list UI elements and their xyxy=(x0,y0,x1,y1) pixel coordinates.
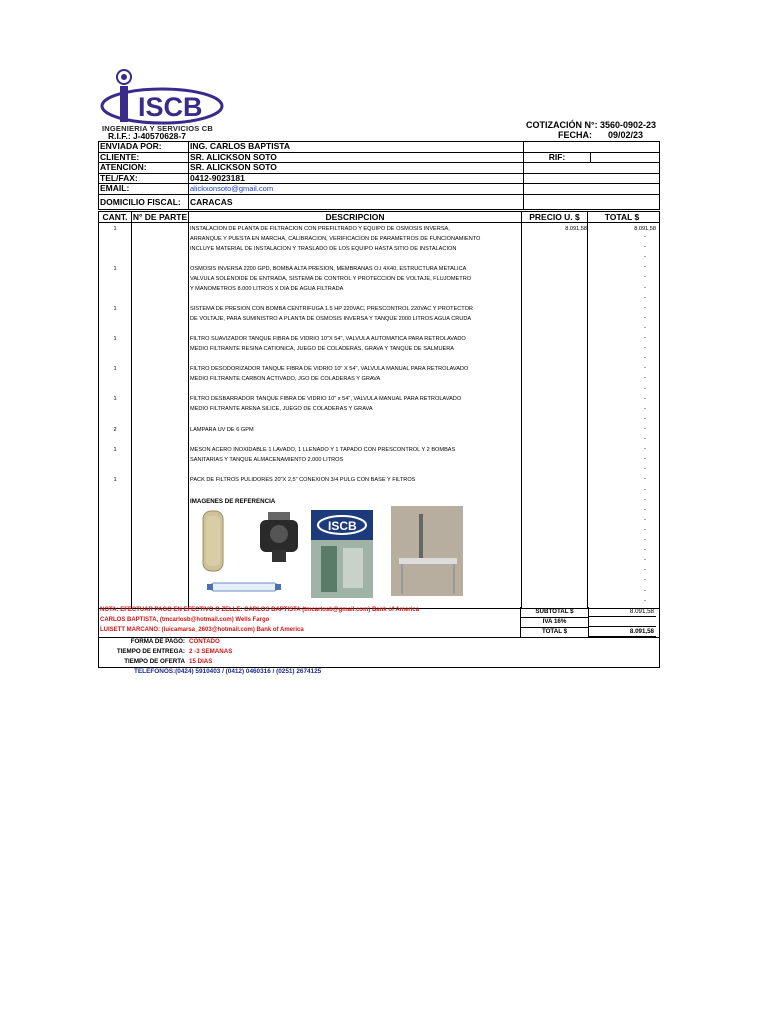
filter-cartridge-image xyxy=(207,578,281,596)
col-header-total: TOTAL $ xyxy=(604,212,640,222)
empty-total-dash: - xyxy=(644,506,646,513)
empty-total-dash: - xyxy=(644,395,646,402)
item-qty: 1 xyxy=(113,366,117,372)
item-qty: 1 xyxy=(113,477,117,483)
item-description xyxy=(190,394,525,414)
empty-total-dash: - xyxy=(644,365,646,372)
empty-total-dash: - xyxy=(644,577,646,584)
item-qty: 1 xyxy=(113,396,117,402)
client-info-table xyxy=(98,141,660,210)
empty-total-dash: - xyxy=(644,304,646,311)
delivery-time-label: TIEMPO DE ENTREGA: xyxy=(116,648,185,655)
email-row xyxy=(99,184,659,195)
empty-total-dash: - xyxy=(644,516,646,523)
item-description-line: Y MANOMETROS 8.000 LITROS X DIA DE AGUA FILTRADA xyxy=(190,286,344,293)
iva-value xyxy=(588,617,656,627)
empty-total-dash: - xyxy=(644,466,646,473)
empty-total-dash: - xyxy=(644,567,646,574)
item-qty: 1 xyxy=(113,336,117,342)
item-description xyxy=(190,364,525,384)
empty-total-dash: - xyxy=(644,284,646,291)
domicile-row xyxy=(99,195,659,210)
client-row xyxy=(99,153,659,164)
empty-total-dash: - xyxy=(644,496,646,503)
empty-total-dash: - xyxy=(644,244,646,251)
domicile-value: CARACAS xyxy=(189,195,524,209)
col-header-part: N° DE PARTE xyxy=(132,212,188,222)
empty-total-dash: - xyxy=(644,355,646,362)
empty-total-dash: - xyxy=(644,294,646,301)
payment-note-2: CARLOS BAPTISTA, (tmcarlosb@hotmail.com) Wells Fargo xyxy=(100,617,270,623)
empty-total-dash: - xyxy=(644,425,646,432)
subtotal-label: SUBTOTAL $ xyxy=(520,607,589,618)
empty-total-dash: - xyxy=(644,587,646,594)
item-description-line: MEDIO FILTRANTE CARBON ACTIVADO, JGO DE COLADERAS Y GRAVA xyxy=(190,376,381,383)
item-description-line: FILTRO DESODORIZADOR TANQUE FIBRA DE VIDRIO 10" X 54", VALVULA MANUAL PARA RETROLAVADO xyxy=(190,366,469,372)
email-link[interactable]: alickxonsoto@gmail.com xyxy=(190,184,274,194)
attention-label: ATENCION: xyxy=(99,163,189,173)
item-unit-price: 8.091,58 xyxy=(565,226,587,232)
empty-total-dash: - xyxy=(644,526,646,533)
empty-total-dash: - xyxy=(644,324,646,331)
payment-method-label: FORMA DE PAGO: xyxy=(130,638,185,645)
item-description-line: OSMOSIS INVERSA 2200 GPD, BOMBA ALTA PRESION, MEMBRANAS O.I 4X40, ESTRUCTURA METALICA xyxy=(190,266,467,272)
item-description xyxy=(190,264,525,295)
sent-by-label: ENVIADA POR: xyxy=(99,142,189,152)
totals-footer xyxy=(98,607,660,668)
empty-total-dash: - xyxy=(644,436,646,442)
rif-value xyxy=(591,153,659,163)
item-description xyxy=(190,224,525,255)
item-description xyxy=(190,425,525,435)
item-description-line: FILTRO DESBARRADOR TANQUE FIBRA DE VIDRIO 10" x 54", VALVULA MANUAL PARA RETROLAVADO xyxy=(190,396,462,402)
empty-total-dash: - xyxy=(644,597,646,604)
item-description xyxy=(190,304,525,324)
quote-date-label: FECHA: xyxy=(558,130,592,140)
item-description-line: INSTALACION DE PLANTA DE FILTRACION CON PREFILTRADO Y EQUIPO DE OSMOSIS INVERSA, xyxy=(190,226,450,232)
empty-total-dash: - xyxy=(644,234,646,240)
logo-subtitle: INGENIERIA Y SERVICIOS CB xyxy=(102,124,213,133)
empty-total-dash: - xyxy=(644,486,646,493)
empty-total-dash: - xyxy=(644,405,646,412)
item-description-line: FILTRO SUAVIZADOR TANQUE FIBRA DE VIDRIO 10"X 54", VALVULA AUTOMATICA PARA RETROLAVADO xyxy=(190,336,466,342)
client-label: CLIENTE: xyxy=(99,153,189,163)
item-qty: 2 xyxy=(113,427,117,433)
item-description-line: MEDIO FILTRANTE ARENA SILICE, JUEGO DE COLADERAS Y GRAVA xyxy=(190,406,373,413)
items-table xyxy=(98,211,660,609)
item-description-line: MESON ACERO INOXIDABLE 1 LAVADO, 1 LLENADO Y 1 TAPADO CON PRESCONTROL Y 2 BOMBAS xyxy=(190,447,456,453)
tank-image xyxy=(202,510,224,572)
col-header-price: PRECIO U. $ xyxy=(529,212,580,222)
email-label: EMAIL: xyxy=(99,184,189,194)
item-description-line: SISTEMA DE PRESION CON BOMBA CENTRIFUGA 1.5 HP 220VAC, PRESCONTROL 220VAC Y PROTECTOR xyxy=(190,306,473,312)
payment-note-1: NOTA: EFECTUAR PAGO EN EFECTIVO O ZELLE: CARLOS BAPTISTA (tmcarlosb@gmail.com) Bank of America xyxy=(100,607,420,613)
item-description-line: DE VOLTAJE, PARA SUMINISTRO A PLANTA DE OSMOSIS INVERSA Y TANQUE 2000 LITROS AGUA CRUDA xyxy=(190,316,472,323)
empty-total-dash: - xyxy=(644,557,646,564)
empty-total-dash: - xyxy=(644,274,646,281)
empty-total-dash: - xyxy=(644,547,646,554)
offer-time-value: 15 DIAS xyxy=(189,658,213,665)
empty-total-dash: - xyxy=(644,476,646,483)
item-description-line: LAMPARA UV DE 6 GPM xyxy=(190,427,254,433)
item-qty: 1 xyxy=(113,306,117,312)
item-description-line: ARRANQUE Y PUESTA EN MARCHA, CALIBRACION, VERIFICACION DE PARAMETROS DE FUNCIONAMIENTO xyxy=(190,236,481,243)
phones-line: TELEFONOS:(0424) 5910403 / (0412) 0460316 / (0251) 2674125 xyxy=(134,668,322,675)
empty-total-dash: - xyxy=(644,254,646,261)
col-header-description: DESCRIPCION xyxy=(325,212,385,222)
valve-image xyxy=(252,510,306,566)
item-description-line: VALVULA SOLENOIDE DE ENTRADA, SISTEMA DE CONTROL Y PROTECCION DE VOLTAJE, FLUJOMETRO xyxy=(190,276,472,283)
payment-method-value: CONTADO xyxy=(189,638,220,645)
empty-total-dash: - xyxy=(644,335,646,341)
steel-table-image xyxy=(391,506,463,596)
item-qty: 1 xyxy=(113,226,117,232)
subtotal-value: 8.091,58 xyxy=(588,607,656,617)
sent-by-row xyxy=(99,142,659,153)
quote-number: 3560-0902-23 xyxy=(600,120,657,130)
item-description xyxy=(190,445,525,465)
item-description-line: SANITARIAS Y TANQUE ALMACENAMIENTO 2.000 LITROS xyxy=(190,457,344,464)
attention-value: SR. ALICKSON SOTO xyxy=(189,163,524,173)
empty-total-dash: - xyxy=(644,314,646,321)
total-value: 8.091,58 xyxy=(588,627,656,637)
domicile-label: DOMICILIO FISCAL: xyxy=(99,195,189,209)
empty-total-dash: - xyxy=(644,415,646,422)
item-qty: 1 xyxy=(113,447,117,453)
item-qty: 1 xyxy=(113,266,117,272)
company-rif: R.I.F.: J-40570628-7 xyxy=(108,131,186,141)
payment-note-3: LUISETT MARCANO: (luicamarsa_2603@hotmail.com) Bank of America xyxy=(100,627,304,633)
quote-number-label: COTIZACIÓN N°: xyxy=(526,120,598,130)
item-description-line: MEDIO FILTRANTE RESINA CATIONICA, JUEGO DE COLADERAS, GRAVA Y TANQUE DE SALMUERA xyxy=(190,346,454,353)
empty-total-dash: - xyxy=(644,264,646,271)
attention-row xyxy=(99,163,659,174)
reference-images-label: IMAGENES DE REFERENCIA xyxy=(190,498,276,505)
sent-by-value: ING. CARLOS BAPTISTA xyxy=(189,142,524,152)
item-description xyxy=(190,475,525,485)
tel-label: TEL/FAX: xyxy=(99,174,189,184)
iva-label: IVA 16% xyxy=(520,617,589,628)
col-header-qty: CANT. xyxy=(102,212,128,222)
tel-row xyxy=(99,174,659,185)
item-total: 8.091,58 xyxy=(634,226,656,232)
empty-total-dash: - xyxy=(644,385,646,392)
tel-value: 0412-9023181 xyxy=(189,174,524,184)
item-description-line: PACK DE FILTROS PULIDORES 20"X 2,5" CONEXION 3/4 PULG CON BASE Y FILTROS xyxy=(190,477,416,483)
empty-total-dash: - xyxy=(644,375,646,382)
iscb-equipment-image xyxy=(311,510,373,598)
empty-total-dash: - xyxy=(644,345,646,352)
svg-text:ISCB: ISCB xyxy=(328,519,357,533)
empty-total-dash: - xyxy=(644,456,646,463)
delivery-time-value: 2 -3 SEMANAS xyxy=(189,648,233,655)
client-value: SR. ALICKSON SOTO xyxy=(189,153,524,163)
empty-total-dash: - xyxy=(644,446,646,453)
rif-label: RIF: xyxy=(524,153,591,163)
total-label: TOTAL $ xyxy=(520,627,589,638)
item-description xyxy=(190,334,525,354)
offer-time-label: TIEMPO DE OFERTA xyxy=(124,658,185,665)
logo-text: ISCB xyxy=(138,92,203,122)
item-description-line: INCLUYE MATERIAL DE INSTALACION Y TRASLADO DE LOS EQUIPO HASTA SITIO DE INSTALACION xyxy=(190,246,457,253)
quote-date: 09/02/23 xyxy=(608,130,644,140)
empty-total-dash: - xyxy=(644,537,646,543)
